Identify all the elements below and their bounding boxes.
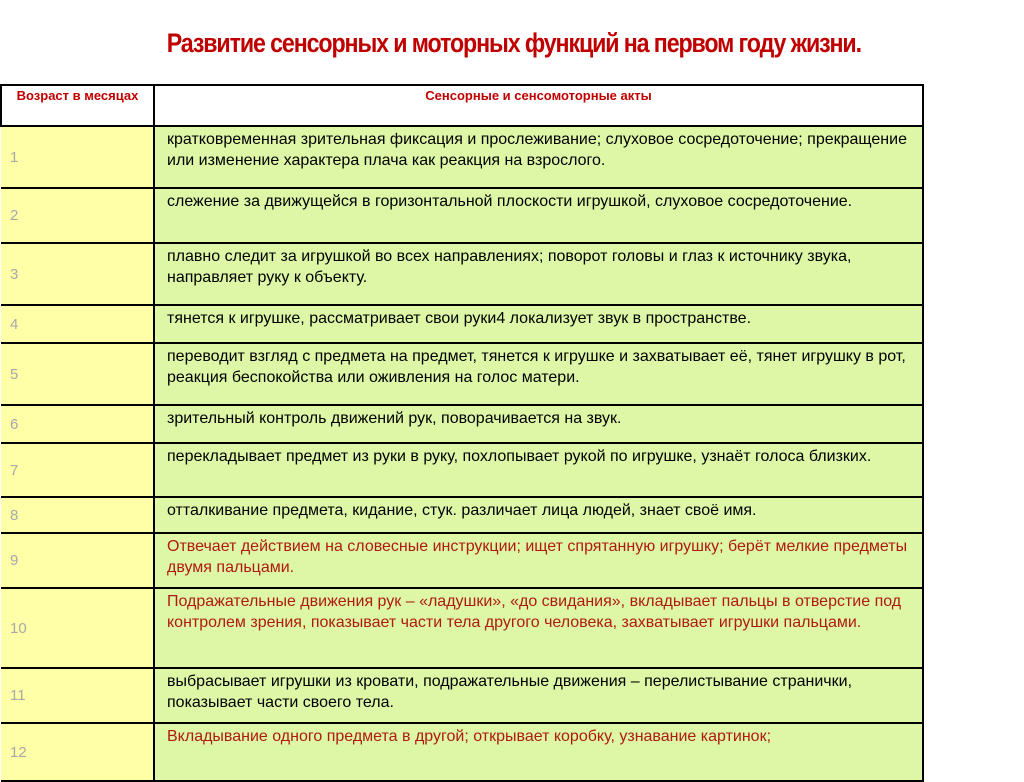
table-row <box>1 533 923 588</box>
age-cell: 1 <box>1 126 154 188</box>
table-header-row <box>1 85 923 126</box>
age-cell: 2 <box>1 188 154 243</box>
acts-cell: переводит взгляд с предмета на предмет, тянется к игрушке и захватывает её, тянет игрушку в рот, реакция беспокойства или оживления на голос матери. <box>154 343 923 405</box>
acts-cell: зрительный контроль движений рук, поворачивается на звук. <box>154 405 923 443</box>
acts-cell: тянется к игрушке, рассматривает свои руки4 локализует звук в пространстве. <box>154 305 923 343</box>
table-row <box>1 243 923 305</box>
acts-cell: слежение за движущейся в горизонтальной плоскости игрушкой, слуховое сосредоточение. <box>154 188 923 243</box>
table-row <box>1 343 923 405</box>
table-row <box>1 588 923 668</box>
table-row <box>1 405 923 443</box>
age-cell: 8 <box>1 497 154 533</box>
table-row <box>1 723 923 781</box>
age-cell: 11 <box>1 668 154 723</box>
age-cell: 10 <box>1 588 154 668</box>
age-cell: 5 <box>1 343 154 405</box>
development-table <box>0 84 924 782</box>
table-row <box>1 668 923 723</box>
age-cell: 9 <box>1 533 154 588</box>
acts-cell: Отвечает действием на словесные инструкции; ищет спрятанную игрушку; берёт мелкие предметы двумя пальцами. <box>154 533 923 588</box>
acts-cell: отталкивание предмета, кидание, стук. различает лица людей, знает своё имя. <box>154 497 923 533</box>
acts-cell: плавно следит за игрушкой во всех направлениях; поворот головы и глаз к источнику звука, направляет руку к объекту. <box>154 243 923 305</box>
page-title: Развитие сенсорных и моторных функций на первом году жизни. <box>166 28 861 58</box>
acts-cell: кратковременная зрительная фиксация и прослеживание; слуховое сосредоточение; прекращение или изменение характера плача как реакция на взрослого. <box>154 126 923 188</box>
header-acts: Сенсорные и сенсомоторные акты <box>154 85 923 126</box>
header-age: Возраст в месяцах <box>1 85 154 126</box>
table-row <box>1 305 923 343</box>
table-row <box>1 188 923 243</box>
age-cell: 6 <box>1 405 154 443</box>
acts-cell: Вкладывание одного предмета в другой; открывает коробку, узнавание картинок; <box>154 723 923 781</box>
age-cell: 4 <box>1 305 154 343</box>
table-row <box>1 443 923 497</box>
acts-cell: Подражательные движения рук – «ладушки», «до свидания», вкладывает пальцы в отверстие под контролем зрения, показывает части тела другого человека, захватывает игрушки пальцами. <box>154 588 923 668</box>
acts-cell: перекладывает предмет из руки в руку, похлопывает рукой по игрушке, узнаёт голоса близких. <box>154 443 923 497</box>
acts-cell: выбрасывает игрушки из кровати, подражательные движения – перелистывание странички, показывает части своего тела. <box>154 668 923 723</box>
age-cell: 7 <box>1 443 154 497</box>
table-row <box>1 497 923 533</box>
table-row <box>1 126 923 188</box>
age-cell: 3 <box>1 243 154 305</box>
age-cell: 12 <box>1 723 154 781</box>
